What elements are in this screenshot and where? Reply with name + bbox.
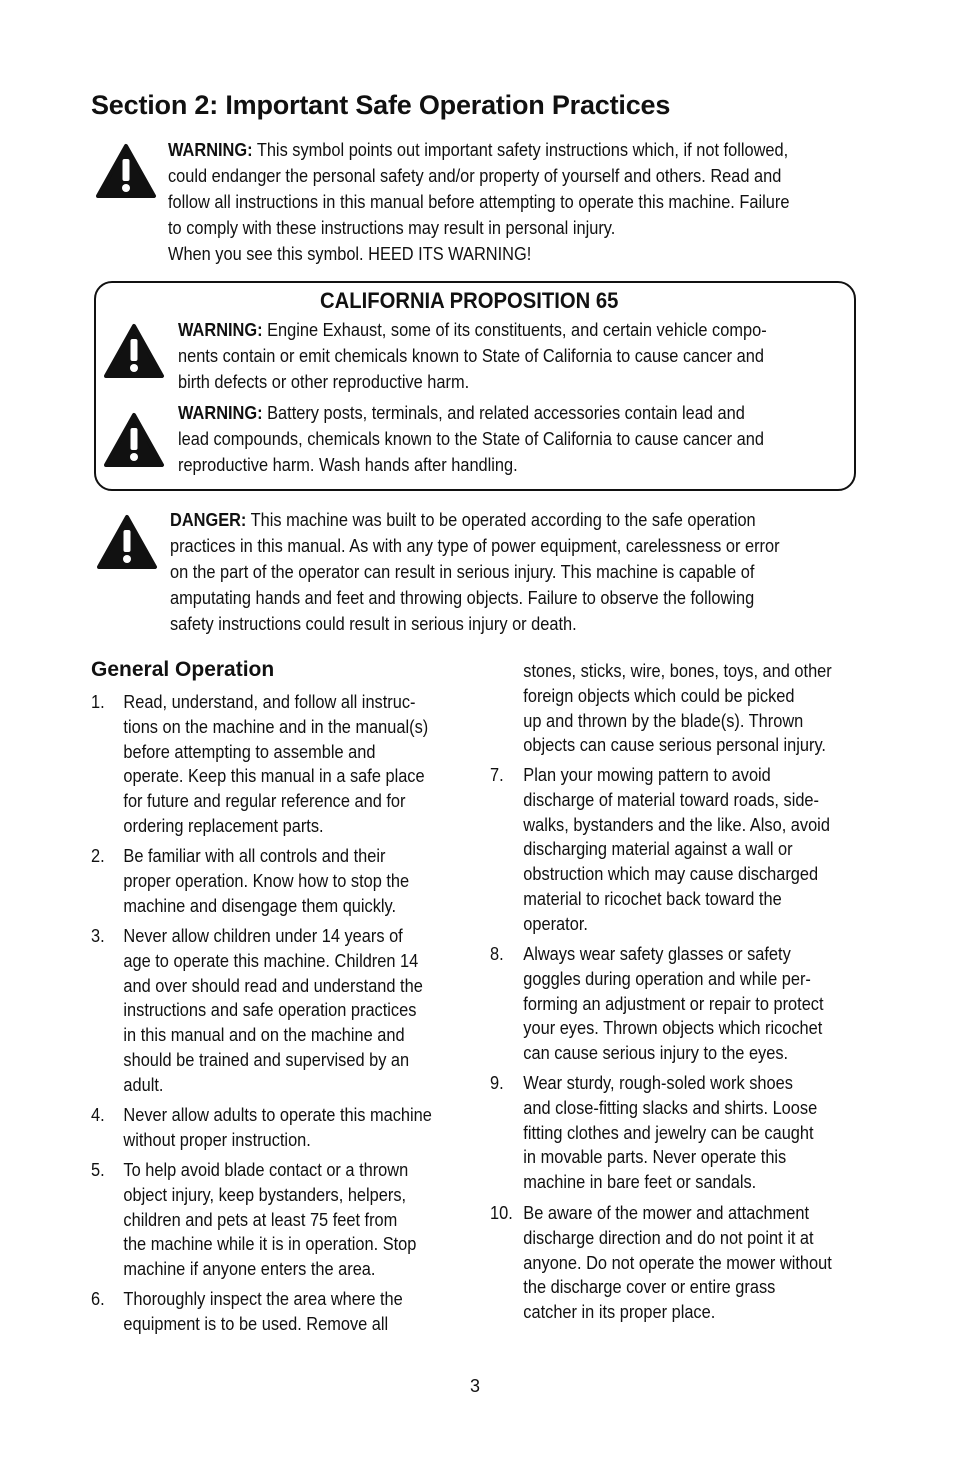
warning-triangle-icon (103, 323, 165, 379)
warning-label: WARNING: (178, 403, 263, 423)
danger-label: DANGER: (170, 510, 247, 530)
danger-text: DANGER: This machine was built to be operated according to the safe operation practices in this manual. As with any type of power equipment, carelessness or error on the part of the operator can result in serious injury. This machine is capable of amputating hands and feet and throwing objects. Failure to observe the following safety instructions could result in serious injury or death. (170, 510, 780, 634)
warning-triangle-icon (103, 412, 165, 468)
warning-intro-text: WARNING: This symbol points out important safety instructions which, if not followed, could endanger the personal safety and/or property of yourself and others. Read and follow all instructions in this manual before attempting to operate this machine. Failure to comply with these instructions may result in personal injury. When you see this symbol. HEED ITS WARNING! (168, 140, 790, 264)
danger-triangle-icon (96, 514, 158, 570)
prop65-title: CALIFORNIA PROPOSITION 65 (320, 288, 619, 313)
warning-label: WARNING: (178, 320, 263, 340)
section-title: Section 2: Important Safe Operation Practices (91, 90, 671, 120)
page-number: 3 (470, 1376, 481, 1396)
prop65-warning-exhaust: WARNING: Engine Exhaust, some of its constituents, and certain vehicle compo- nents contain or emit chemicals known to State of California to cause cancer and birth defects or other reproductive harm. (178, 320, 767, 392)
warning-triangle-icon (95, 143, 157, 199)
prop65-warning-battery: WARNING: Battery posts, terminals, and related accessories contain lead and lead compounds, chemicals known to the State of California to cause cancer and reproductive harm. Wash hands after handling. (178, 403, 764, 475)
warning-label: WARNING: (168, 140, 253, 160)
general-operation-heading: General Operation (91, 658, 275, 681)
